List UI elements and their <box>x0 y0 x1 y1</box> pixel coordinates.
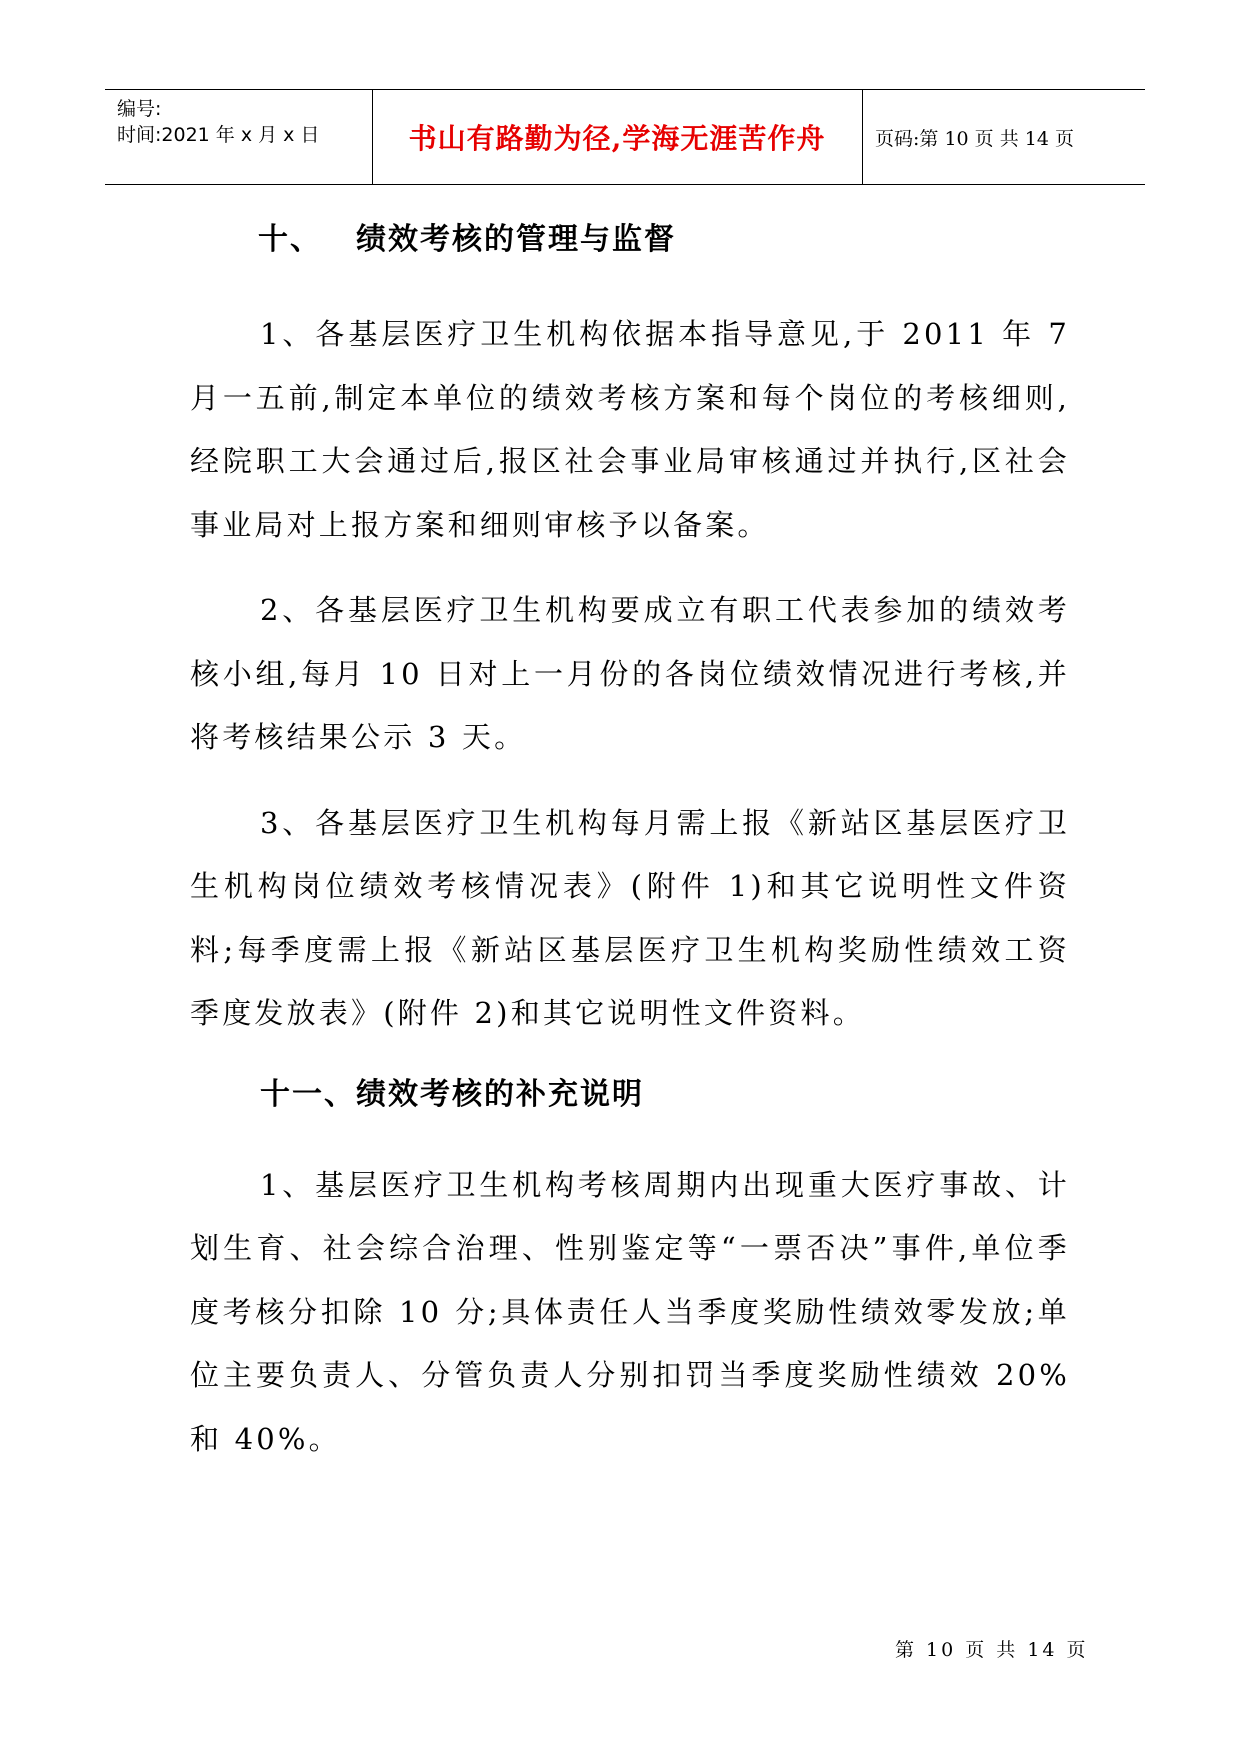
section-number: 十、 <box>258 222 322 257</box>
section-heading-11: 十一、绩效考核的补充说明 <box>260 1076 644 1112</box>
document-number-label: 编号: <box>117 98 162 120</box>
paragraph: 2、各基层医疗卫生机构要成立有职工代表参加的绩效考核小组,每月 10 日对上一月份的各岗位绩效情况进行考核,并将考核结果公示 3 天。 <box>190 593 1070 754</box>
document-body <box>190 215 1070 1471</box>
paragraph: 1、基层医疗卫生机构考核周期内出现重大医疗事故、计划生育、社会综合治理、性别鉴定等“一票否决”事件,单位季度考核分扣除 10 分;具体责任人当季度奖励性绩效零发放;单位主要负责人、分管负责人分别扣罚当季度奖励性绩效 20%和 40%。 <box>190 1167 1070 1456</box>
page-footer: 第 10 页 共 14 页 <box>895 1639 1089 1661</box>
header-page-info: 页码:第 10 页 共 14 页 <box>875 127 1074 150</box>
header-motto: 书山有路勤为径,学海无涯苦作舟 <box>372 90 863 184</box>
paragraph: 3、各基层医疗卫生机构每月需上报《新站区基层医疗卫生机构岗位绩效考核情况表》(附件 1)和其它说明性文件资料;每季度需上报《新站区基层医疗卫生机构奖励性绩效工资季度发放表》(附件 2)和其它说明性文件资料。 <box>190 805 1070 1030</box>
page-header <box>105 89 1145 185</box>
header-meta <box>117 90 373 184</box>
section-heading-10 <box>258 215 1070 265</box>
document-time-label: 时间:2021 年 x 月 x 日 <box>117 124 320 146</box>
paragraph: 1、各基层医疗卫生机构依据本指导意见,于 2011 年 7 月一五前,制定本单位的绩效考核方案和每个岗位的考核细则,经院职工大会通过后,报区社会事业局审核通过并执行,区社会事业局对上报方案和细则审核予以备案。 <box>190 317 1070 542</box>
section-title: 绩效考核的管理与监督 <box>356 222 676 257</box>
